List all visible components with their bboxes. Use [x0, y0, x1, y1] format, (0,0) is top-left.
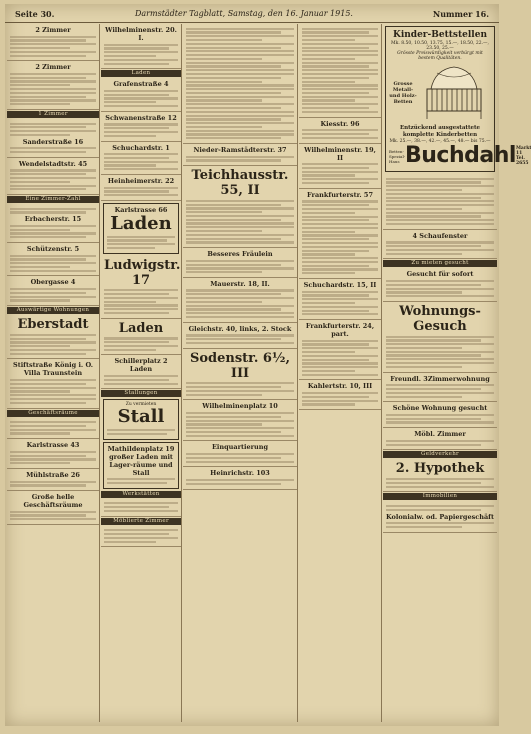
crib-illustration — [419, 63, 489, 123]
column-3 — [183, 24, 298, 722]
ad — [383, 428, 497, 450]
ad — [101, 78, 181, 112]
ad-subline: Zu vermieten — [125, 402, 157, 408]
ad — [299, 24, 381, 118]
ad-headline: Wilhelminenstr. 19, II — [304, 145, 376, 162]
section-heading: Eine Zimmer-Zahl — [7, 196, 99, 203]
ad — [7, 158, 99, 195]
ad — [7, 491, 99, 525]
ad — [383, 230, 497, 260]
ad — [7, 243, 99, 277]
ad-headline: Frankfurterstr. 24, part. — [305, 322, 375, 339]
ad-headline-large: Stall — [117, 406, 165, 428]
ad-tagline: Grösste Preiswürdigkeit verbürgt mit bestem Qualitäten. — [397, 51, 483, 61]
ad-headline: Mauerstr. 18, II. — [210, 279, 270, 288]
ad — [103, 442, 179, 489]
ad — [101, 526, 181, 548]
ad-headline: Einquartierung — [211, 443, 269, 452]
ad-headline: Kinder-Bettstellen — [393, 30, 487, 40]
ad-headline: Schöne Wohnung gesucht — [392, 404, 488, 413]
section-heading: Laden — [101, 70, 181, 77]
ad-shop-label: Betten-Spezial-Haus — [389, 148, 406, 164]
ad-headline: Erbacherstr. 15 — [24, 215, 82, 224]
ad-headline: Kiesstr. 96 — [320, 119, 360, 128]
ad — [383, 174, 497, 230]
ad-headline: Nieder-Ramstädterstr. 37 — [193, 146, 287, 155]
ad — [383, 268, 497, 302]
paper-dateline: Darmstädter Tagblatt, Samstag, den 16. Januar 1915. — [135, 9, 353, 18]
ad-headline: Wilhelminenplatz 10 — [202, 402, 278, 411]
ad — [183, 323, 297, 349]
ad — [7, 119, 99, 158]
ad — [7, 61, 99, 110]
ad — [299, 320, 381, 380]
ad-headline: Schwanenstraße 12 — [105, 113, 177, 122]
ad-headline: Freundl. 3Zimmerwohnung — [390, 374, 490, 383]
column-1 — [7, 24, 100, 722]
ad-headline-large: Laden — [110, 212, 172, 234]
ad-headline: 2. Hypothek — [395, 461, 485, 477]
ad-prices: Mk. 8.50, 10.50, 13.75, 15.—, 18.50, 22.—, 23.50, 25.— — [391, 41, 489, 51]
ad-headline: Mühlstraße 26 — [26, 470, 80, 479]
ad-headline: Schuchardstr. 1 — [112, 143, 170, 152]
section-heading: Werkstätten — [101, 491, 181, 498]
ad — [101, 142, 181, 176]
ad — [299, 279, 381, 320]
ad — [7, 24, 99, 61]
section-heading: Stallungen — [101, 390, 181, 397]
column-4 — [299, 24, 382, 722]
ad-brand-logo: Buchdahl — [405, 143, 516, 168]
column-5 — [383, 24, 531, 722]
ad-side-text: Grosse Metall- und Holz-Betten — [389, 81, 417, 105]
ad — [7, 418, 99, 440]
section-heading: Zu mieten gesucht — [383, 260, 497, 267]
ad-headline: Möbl. Zimmer — [414, 430, 466, 439]
ad-headline: Schützenstr. 5 — [26, 244, 80, 253]
page-number: Seite 30. — [15, 9, 55, 19]
page-header — [5, 4, 499, 23]
ad — [103, 399, 179, 439]
ad — [101, 499, 181, 517]
ad-headline: Stiftstraße König i. O. — [13, 361, 93, 370]
ad — [7, 204, 99, 243]
ad — [183, 248, 297, 278]
ad — [7, 439, 99, 469]
ad — [383, 402, 497, 428]
ad-headline: Ludwigstr. 17 — [104, 257, 181, 288]
section-heading: Geldverkehr — [383, 451, 497, 458]
ad-subline: großer Laden mit Lager-räume und Stall — [109, 452, 173, 477]
ad-headline: Karlstrasse 66 — [114, 205, 168, 214]
ad — [383, 501, 497, 532]
ad — [7, 469, 99, 491]
ad — [7, 315, 99, 359]
ad-headline: Große helle Geschäftsräume — [23, 493, 83, 510]
ad — [383, 459, 497, 492]
ad — [7, 276, 99, 306]
ad-headline: Besseres Fräulein — [207, 250, 273, 259]
newspaper-page — [5, 4, 531, 726]
ad-headline: Teichhausstr. 55, II — [191, 168, 289, 199]
buchdahl-ad — [385, 26, 531, 172]
ad — [183, 144, 297, 166]
issue-number: Nummer 16. — [432, 9, 489, 19]
ad-offer-prices: Mk. 25.—, 38.—, 42.—, 45.—, 48.— bis 75.— — [389, 139, 491, 144]
ad-headline: Wendelstadtstr. 45 — [18, 159, 88, 168]
ad-headline: Kahlertstr. 10, III — [307, 382, 373, 391]
ad-headline: Frankfurterstr. 57 — [307, 190, 373, 199]
section-heading: Immobilien — [383, 493, 497, 500]
ad-headline: Wohnungs-Gesuch — [399, 303, 481, 334]
ad-headline: Laden — [118, 320, 164, 336]
ad-headline: Gleichstr. 40, links, 2. Stock — [188, 324, 292, 333]
ad-headline: Obergasse 4 — [30, 278, 76, 287]
ad-headline: Karlstrasse 43 — [26, 441, 80, 450]
ad — [183, 166, 297, 248]
ad — [183, 441, 297, 467]
ad — [101, 355, 181, 389]
ad — [183, 24, 297, 144]
ad-offer: Entzückend ausgestattete komplette Kinderbetten — [399, 125, 481, 138]
ad — [299, 380, 381, 410]
ad-headline: Wilhelminenstr. 20. I. — [105, 26, 177, 42]
ad-headline: 2 Zimmer — [35, 26, 71, 34]
ad — [183, 467, 297, 489]
ad — [383, 302, 497, 373]
ad-headline: Heinheimerstr. 22 — [107, 177, 175, 185]
ad — [299, 118, 381, 144]
ad-headline: Kolonialw. od. Papiergeschäft — [386, 512, 494, 521]
ad-address: Markt 11 Tel. 2655 — [515, 146, 531, 166]
ad-headline: Schuchardstr. 15, II — [303, 281, 377, 289]
ad — [299, 189, 381, 279]
ad — [101, 175, 181, 201]
ad — [101, 256, 181, 319]
ad — [383, 373, 497, 403]
section-heading: 1 Zimmer — [7, 111, 99, 118]
column-2 — [101, 24, 182, 722]
ad — [183, 349, 297, 401]
section-heading: Geschäftsräume — [7, 410, 99, 417]
ad-headline: 2 Zimmer — [35, 63, 71, 72]
ad — [103, 203, 179, 254]
ad — [299, 144, 381, 189]
ad-headline: Eberstadt — [17, 317, 89, 333]
ad — [183, 278, 297, 323]
ad — [101, 319, 181, 356]
section-heading: Möblierte Zimmer — [101, 518, 181, 525]
ad-headline: Grafenstraße 4 — [113, 80, 169, 89]
ad-headline: Sodenstr. 6½, III — [189, 350, 291, 381]
ad-headline: 4 Schaufenster — [412, 231, 468, 240]
ad — [101, 112, 181, 142]
ad-headline: Sanderstraße 16 — [22, 137, 84, 146]
ad-headline: Mathildenplatz 19 — [107, 444, 175, 453]
section-heading: Auswärtige Wohnungen — [7, 307, 99, 314]
ad-headline: Heinrichstr. 103 — [210, 469, 270, 478]
ad-headline: Villa Traunstein — [23, 369, 83, 378]
ad-headline: Gesucht für sofort — [406, 270, 474, 279]
ad — [183, 400, 297, 441]
ad — [101, 24, 181, 69]
ad — [7, 359, 99, 408]
ad-headline: Schillerplatz 2 Laden — [114, 357, 168, 374]
